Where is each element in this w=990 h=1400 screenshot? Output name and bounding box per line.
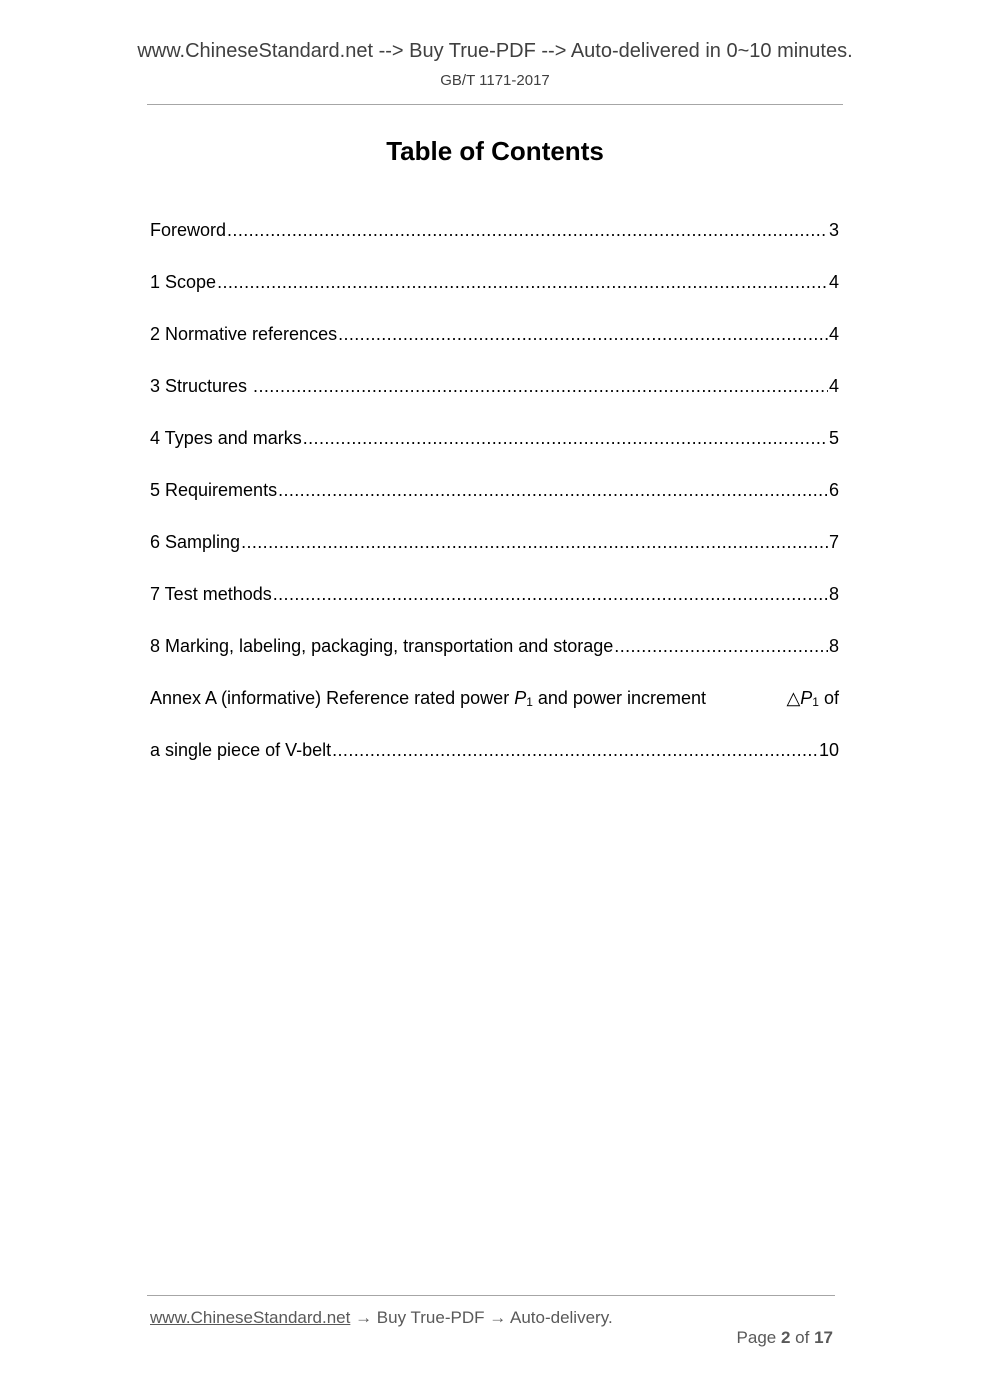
subscript-1: 1 (812, 695, 819, 709)
annex-title-line1-end (786, 682, 839, 734)
current-page: 2 (780, 1328, 791, 1347)
footer-text: → Buy True-PDF → Auto-delivery. (350, 1308, 613, 1327)
toc-entry-test-methods[interactable] (150, 578, 839, 630)
toc-label: 2 Normative references (150, 324, 338, 344)
table-of-contents (150, 214, 839, 786)
annex-prefix: Annex A (informative) Reference rated power (150, 688, 515, 708)
toc-entry-requirements[interactable] (150, 474, 839, 526)
header-banner: www.ChineseStandard.net --> Buy True-PDF --> Auto-delivered in 0~10 minutes. (137, 40, 853, 62)
toc-label: 1 Scope (150, 272, 217, 292)
toc-entry-annex-a-line1[interactable] (150, 682, 839, 734)
toc-page-number: 3 (828, 220, 839, 240)
toc-leader-dots (614, 630, 828, 662)
toc-leader-dots (241, 526, 828, 558)
header-divider (147, 104, 843, 105)
annex-suffix: of (818, 688, 839, 708)
toc-page-number: 10 (818, 740, 839, 760)
toc-entry-sampling[interactable] (150, 526, 839, 578)
annex-middle: and power increment (532, 688, 711, 708)
toc-entry-structures[interactable] (150, 370, 839, 422)
toc-label: 8 Marking, labeling, packaging, transportation and storage (150, 636, 614, 656)
toc-page-number: 6 (828, 480, 839, 500)
website-link[interactable]: www.ChineseStandard.net (150, 1308, 351, 1327)
toc-entry-scope[interactable] (150, 266, 839, 318)
symbol-p1: P (514, 688, 527, 708)
page-word: Page (736, 1328, 781, 1347)
total-pages: 17 (814, 1328, 833, 1347)
toc-page-number: 8 (828, 584, 839, 604)
toc-entry-types-and-marks[interactable] (150, 422, 839, 474)
toc-leader-dots (303, 422, 828, 454)
toc-entry-normative-references[interactable] (150, 318, 839, 370)
page-footer (150, 1308, 833, 1368)
toc-label: 6 Sampling (150, 532, 241, 552)
toc-label: 7 Test methods (150, 584, 272, 604)
symbol-p1: P (800, 688, 813, 708)
toc-label: Foreword (150, 220, 227, 240)
toc-label: 4 Types and marks (150, 428, 302, 448)
toc-page-number: 4 (828, 376, 839, 396)
toc-leader-dots (273, 578, 828, 610)
annex-title-line1 (150, 682, 711, 734)
toc-entry-foreword[interactable] (150, 214, 839, 266)
footer-divider (147, 1295, 835, 1296)
toc-leader-dots (332, 734, 818, 766)
delta-icon: △ (786, 688, 801, 708)
toc-label: a single piece of V-belt (150, 740, 332, 760)
subscript-1: 1 (526, 695, 533, 709)
page-title: Table of Contents (386, 136, 604, 166)
of-word: of (790, 1328, 815, 1347)
toc-page-number: 8 (828, 636, 839, 656)
toc-leader-dots (253, 370, 828, 402)
footer-left (150, 1308, 613, 1368)
toc-leader-dots (278, 474, 828, 506)
toc-entry-marking-labeling[interactable] (150, 630, 839, 682)
toc-page-number: 4 (828, 272, 839, 292)
toc-leader-dots (338, 318, 828, 350)
toc-page-number: 5 (828, 428, 839, 448)
toc-label: 5 Requirements (150, 480, 278, 500)
toc-page-number: 7 (828, 532, 839, 552)
toc-leader-dots (227, 214, 828, 246)
document-id: GB/T 1171-2017 (440, 72, 550, 89)
toc-label: 3 Structures (150, 376, 253, 396)
page-indicator (718, 1308, 833, 1368)
toc-page-number: 4 (828, 324, 839, 344)
toc-leader-dots (217, 266, 828, 298)
toc-entry-annex-a-line2[interactable] (150, 734, 839, 786)
